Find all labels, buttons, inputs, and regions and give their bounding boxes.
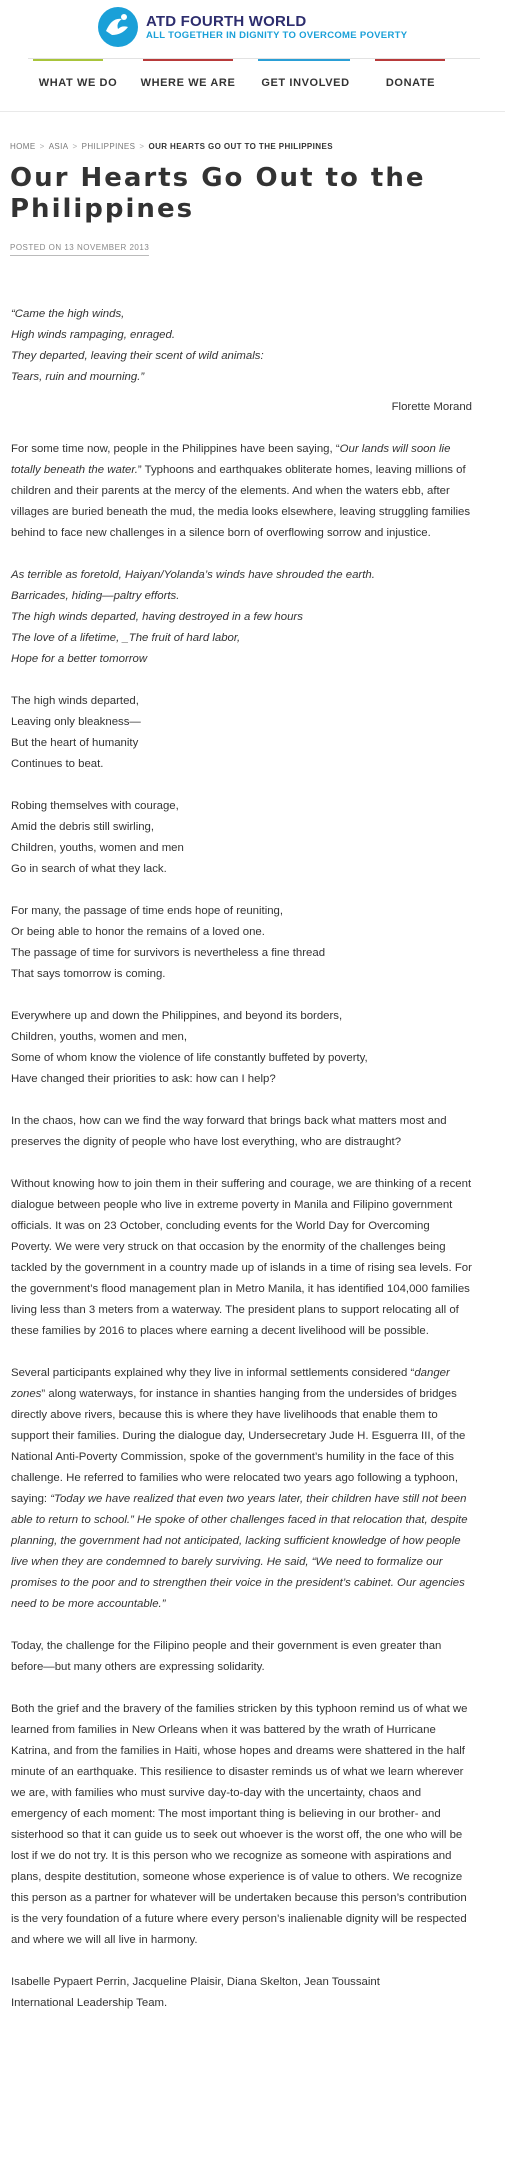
- poem-author: Florette Morand: [391, 401, 472, 413]
- poem-line: They departed, leaving their scent of wild animals:: [11, 350, 264, 362]
- paragraph-resilience: Both the grief and the bravery of the families stricken by this typhoon remind us of what we learned from families in New Orleans when it was battered by the wrath of Hurricane Katrina, and from the families in Haiti, whose hopes and dreams were shattered in the half minute of an earthquake. This resilience to disaster reminds us of what we learn wherever we are, with families who must survive day-to-day with the uncertainty, chaos and emergency of each moment: The most important thing is believing in our brother- and sisterhood so that it can guide us to seek out whoever is the worst off, the one who will be lost if we do not try. It is this person who we recognize as someone with aspirations and plans, despite destitution, someone whose experience is of value to others. We recognize this person as a partner for whatever will be undertaken because this person’s contribution is the very foundation of a future where every person’s inalienable dignity will be respected and where we will all live in harmony.: [11, 1703, 468, 1946]
- breadcrumb-separator: >: [39, 142, 45, 151]
- stanza: [11, 901, 472, 985]
- stanza: [11, 796, 472, 880]
- stanza-line: But the heart of humanity: [11, 737, 139, 749]
- nav-accent-bar: [375, 59, 445, 61]
- logo-title: ATD FOURTH WORLD: [146, 12, 307, 30]
- breadcrumb-home[interactable]: HOME: [10, 142, 36, 151]
- text-run: ” along waterways, for instance in shanties hanging from the undersides of bridges directly above rivers, because this is where they have livelihoods that enable them to support their families. During the dialogue day, Undersecretary Jude H. Esguerra III, of the National Anti-Poverty Commission, spoke of the government’s humility in the face of this challenge. He referred to families who were relocated two years ago following a typhoon, saying:: [11, 1388, 466, 1505]
- stanza: [11, 691, 472, 775]
- breadcrumb-asia[interactable]: ASIA: [48, 142, 69, 151]
- quote-run: “Today we have realized that even two years later, their children have still not been able to return to school.” He spoke of other challenges faced in that relocation that, despite planning, the government had not anticipated, lacking sufficient knowledge of how people live when they are condemned to barely surviving. He said, “We need to formalize our promises to the poor and to strengthen their voice in the president’s cabinet. Our agencies need to be more accountable.”: [11, 1493, 468, 1610]
- atd-logo-icon: [96, 5, 140, 49]
- poem-line: Hope for a better tomorrow: [11, 653, 148, 665]
- stanza-line: The passage of time for survivors is nevertheless a fine thread: [11, 947, 326, 959]
- text-run: ” Typhoons and earthquakes obliterate homes, leaving millions of children and their parents at the mercy of the elements. And when the waters ebb, after villages are buried beneath the mud, the media looks elsewhere, leaving struggling families behind to face new challenges in a silence born of overflowing sorrow and injustice.: [11, 464, 471, 539]
- paragraph-chaos: In the chaos, how can we find the way forward that brings back what matters most and preserves the dignity of people who have lost everything, who are distraught?: [11, 1115, 447, 1148]
- poem-line: Tears, ruin and mourning.”: [11, 371, 145, 383]
- poem-line: The love of a lifetime, _The fruit of hard labor,: [11, 632, 241, 644]
- nav-item-what-we-do[interactable]: [28, 59, 128, 111]
- nav-accent-bar: [143, 59, 233, 61]
- breadcrumb-current: OUR HEARTS GO OUT TO THE PHILIPPINES: [148, 142, 333, 151]
- poem-line: High winds rampaging, enraged.: [11, 329, 175, 341]
- quote-run: danger zones: [11, 1367, 450, 1400]
- signature: [11, 1972, 472, 2014]
- nav-label: WHERE WE ARE: [140, 77, 236, 89]
- breadcrumb-separator: >: [139, 142, 145, 151]
- stanza-line: Amid the debris still swirling,: [11, 821, 155, 833]
- stanza-line: Leaving only bleakness—: [11, 716, 141, 728]
- post-date: [10, 243, 505, 256]
- signature-team: International Leadership Team.: [11, 1997, 168, 2009]
- stanza-line: That says tomorrow is coming.: [11, 968, 166, 980]
- poem-line: Barricades, hiding—paltry efforts.: [11, 590, 180, 602]
- stanza-line: Go in search of what they lack.: [11, 863, 167, 875]
- site-header: [0, 0, 505, 58]
- nav-item-donate[interactable]: [363, 59, 458, 111]
- breadcrumb-philippines[interactable]: PHILIPPINES: [81, 142, 136, 151]
- nav-item-where-we-are[interactable]: [128, 59, 248, 111]
- stanza-line: Have changed their priorities to ask: how can I help?: [11, 1073, 276, 1085]
- opening-poem: [11, 304, 472, 388]
- paragraph-intro: [11, 439, 472, 544]
- stanza-line: Everywhere up and down the Philippines, and beyond its borders,: [11, 1010, 343, 1022]
- site-logo[interactable]: [96, 5, 407, 49]
- text-run: For some time now, people in the Philippines have been saying, “: [11, 443, 340, 455]
- paragraph-dialogue: Without knowing how to join them in their suffering and courage, we are thinking of a recent dialogue between people who live in extreme poverty in Manila and Filipino government officials. It was on 23 October, concluding events for the World Day for Overcoming Poverty. We were very struck on that occasion by the enormity of the challenges being tackled by the government in a country made up of islands in a time of rising sea levels. For the government’s flood management plan in Metro Manila, it has identified 104,000 families living less than 3 meters from a waterway. The president plans to support relocating all of these families by 2016 to places where earning a decent livelihood will be possible.: [11, 1178, 472, 1337]
- article-body: [11, 304, 472, 2014]
- nav-accent-bar: [33, 59, 103, 61]
- post-date-label: POSTED ON 13 NOVEMBER 2013: [10, 243, 149, 256]
- stanza: [11, 1006, 472, 1090]
- breadcrumb: [10, 142, 505, 151]
- text-run: Several participants explained why they live in informal settlements considered “: [11, 1367, 415, 1379]
- poem-haiyan: [11, 565, 472, 670]
- poem-line: The high winds departed, having destroyed in a few hours: [11, 611, 303, 623]
- breadcrumb-separator: >: [72, 142, 78, 151]
- paragraph-solidarity: Today, the challenge for the Filipino people and their government is even greater than before—but many others are expressing solidarity.: [11, 1640, 442, 1673]
- stanza-line: For many, the passage of time ends hope of reuniting,: [11, 905, 284, 917]
- stanza-line: Robing themselves with courage,: [11, 800, 179, 812]
- nav-item-get-involved[interactable]: [248, 59, 363, 111]
- nav-accent-bar: [258, 59, 350, 61]
- poem-line: “Came the high winds,: [11, 308, 125, 320]
- nav-label: WHAT WE DO: [38, 77, 118, 89]
- logo-subtitle: ALL TOGETHER IN DIGNITY TO OVERCOME POVERTY: [146, 29, 408, 41]
- poem-line: As terrible as foretold, Haiyan/Yolanda’s winds have shrouded the earth.: [11, 569, 375, 581]
- quote-run: Our lands will soon lie totally beneath the water.: [11, 443, 451, 476]
- main-nav: [28, 58, 480, 111]
- nav-label: DONATE: [385, 77, 436, 89]
- paragraph-participants: [11, 1363, 472, 1615]
- stanza-line: Or being able to honor the remains of a loved one.: [11, 926, 265, 938]
- page-title: Our Hearts Go Out to the Philippines: [10, 163, 426, 224]
- stanza-line: The high winds departed,: [11, 695, 139, 707]
- nav-label: GET INVOLVED: [261, 77, 350, 89]
- stanza-line: Children, youths, women and men: [11, 842, 184, 854]
- stanza-line: Children, youths, women and men,: [11, 1031, 188, 1043]
- stanza-line: Continues to beat.: [11, 758, 104, 770]
- signature-names: Isabelle Pypaert Perrin, Jacqueline Plaisir, Diana Skelton, Jean Toussaint: [11, 1976, 380, 1988]
- stanza-line: Some of whom know the violence of life constantly buffeted by poverty,: [11, 1052, 368, 1064]
- nav-divider: [0, 111, 505, 112]
